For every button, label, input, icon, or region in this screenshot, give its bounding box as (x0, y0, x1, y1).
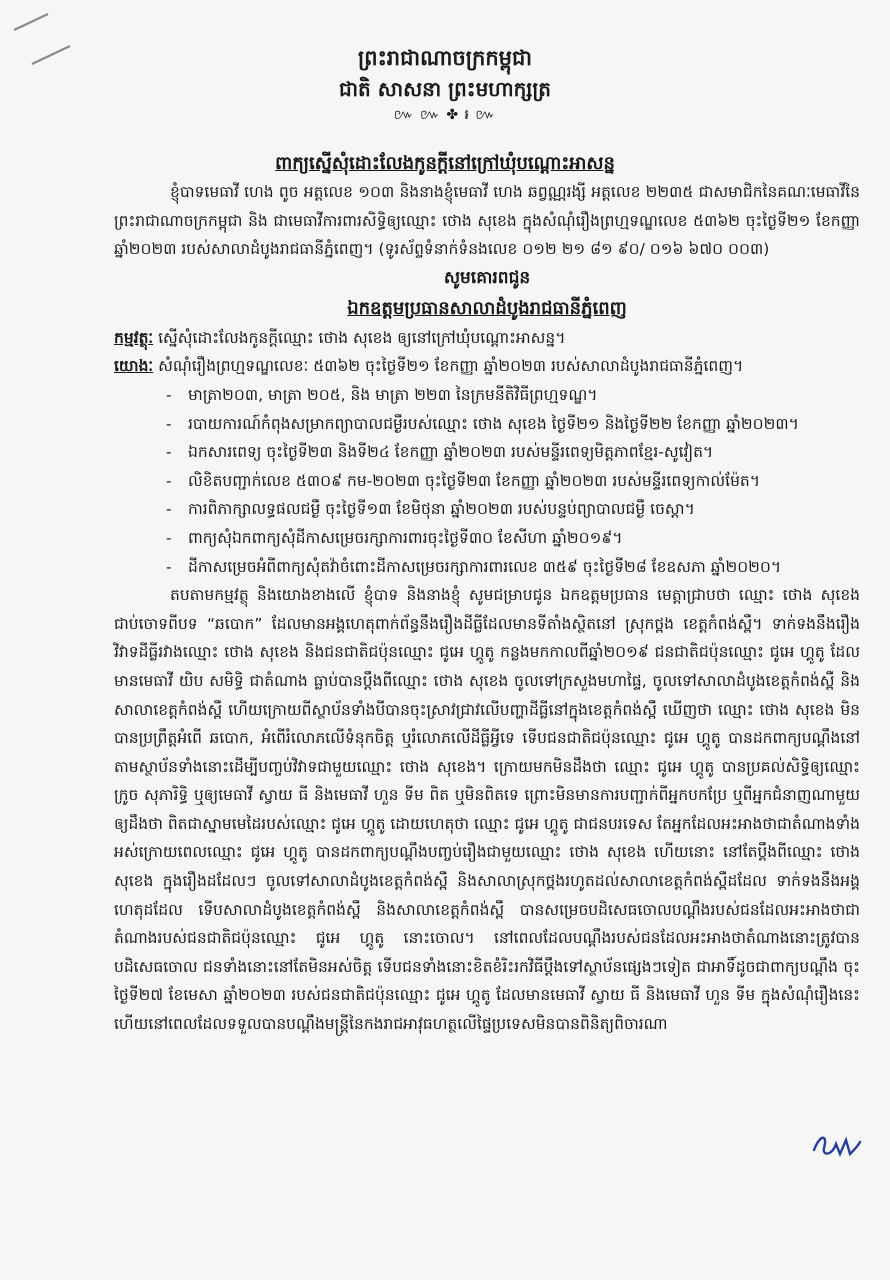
subject-label: កម្មវត្ថុៈ (114, 328, 154, 347)
main-paragraph: តបតាមកម្មវត្ថុ និងយោងខាងលើ ខ្ញុំបាទ និងនាងខ្ញុំ សូមជម្រាបជូន ឯកឧត្តមប្រធាន មេត្តាជ្រាបថា ឈ្មោះ ថោង សុខេង ជាប់ចោទពីបទ “ឆបោក” ដែលមានអង្គហេតុពាក់ព័ន្ធនឹងរឿងដីធ្លីដែលមានទីតាំងស្ថិតនៅ ស្រុកថ្ពង ខេត្តកំពង់ស្ពឺ។ ទាក់ទងនឹងរឿងវិវាទដីធ្លីរវាងឈ្មោះ ថោង សុខេង និងជនជាតិជប៉ុនឈ្មោះ ជូអេ ហ្គូតូ កន្លងមកកាលពីឆ្នាំ២០១៩ ជនជាតិជប៉ុនឈ្មោះ ជូអេ ហ្គូតូ ដែលមានមេធាវី យិប សមិទ្ធិ ជាតំណាង ធ្លាប់បានប្តឹងពីឈ្មោះ ថោង សុខេង ចូលទៅក្រសួងមហាផ្ទៃ, ចូលទៅសាលាដំបូងខេត្តកំពង់ស្ពឺ និងសាលាខេត្តកំពង់ស្ពឺ ហើយក្រោយពីស្ថាប័នទាំងបីបានចុះស្រាវជ្រាវលើបញ្ហាដីធ្លីនៅក្នុងខេត្តកំពង់ស្ពឺ ឃើញថា ឈ្មោះ ថោង សុខេង មិនបានប្រព្រឹត្តអំពើ ឆបោក, អំពើរំលោភលើទំនុកចិត្ត ឬរំលោភលើដីធ្លីអ្វីទេ ទើបជនជាតិជប៉ុនឈ្មោះ ជូអេ ហ្គូតូ បានដកពាក្យបណ្តឹងនៅតាមស្ថាប័នទាំងនោះដើម្បីបញ្ចប់វិវាទជាមួយឈ្មោះ ថោង សុខេង។ ក្រោយមកមិនដឹងថា ឈ្មោះ ជូអេ ហ្គូតូ បានប្រគល់សិទ្ធិឲ្យឈ្មោះ ក្រូច សុភារិទ្ធិ ឬឲ្យមេធាវី ស្វាយ ធី និងមេធាវី ហួន ទីម ពិត ឬមិនពិតទេ ព្រោះមិនមានការបញ្ជាក់ពីអ្នកបកប្រែ ឬពីអ្នកជំនាញណាមួយឲ្យដឹងថា ពិតជាស្នាមមេដៃរបស់ឈ្មោះ ជូអេ ហ្គូតូ ដោយហេតុថា ឈ្មោះ ជូអេ ហ្គូតូ ជាជនបរទេស តែអ្នកដែលអះអាងថាជាតំណាងទាំងអស់ក្រោយពេលឈ្មោះ ជូអេ ហ្គូតូ បានដកពាក្យបណ្តឹងបញ្ចប់រឿងជាមួយឈ្មោះ ថោង សុខេង ហើយនោះ នៅតែប្តឹងពីឈ្មោះ ថោង សុខេង ក្នុងរឿងដដែលៗ ចូលទៅសាលាដំបូងខេត្តកំពង់ស្ពឺ និងសាលាស្រុកថ្ពងរហូតដល់សាលាខេត្តកំពង់ស្ពឺដដែល ទាក់ទងនឹងអង្គហេតុដដែល ទើបសាលាដំបូងខេត្តកំពង់ស្ពឺ និងសាលាខេត្តកំពង់ស្ពឺ បានសម្រេចបដិសេធចោលបណ្តឹងរបស់ជនដែលអះអាងថាជាតំណាងរបស់ជនជាតិជប៉ុនឈ្មោះ ជូអេ ហ្គូតូ នោះចោល។ នៅពេលដែលបណ្តឹងរបស់ជនដែលអះអាងថាតំណាងនោះត្រូវបានបដិសេធចោល ជនទាំងនោះនៅតែមិនអស់ចិត្ត ទើបជនទាំងនោះខិតខំរិះរកវិធីប្តឹងទៅស្ថាប័នផ្សេងៗទៀត ជាអាទិ៍ដូចជាពាក្យបណ្តឹង ចុះថ្ងៃទី២៧ ខែមេសា ឆ្នាំ២០២៣ របស់ជនជាតិជប៉ុនឈ្មោះ ជូអេ ហ្គូតូ ដែលមានមេធាវី ស្វាយ ធី និងមេធាវី ហួន ទីម ក្នុងសំណុំរឿងនេះ ហើយនៅពេលដែលទទួលបានបណ្តឹងមន្ត្រីនៃកងរាជអាវុធហត្ថលើផ្ទៃប្រទេសមិនបានពិនិត្យពិចារណា (114, 586, 861, 1034)
list-item: - ការពិភាក្សាលទ្ធផលជម្ងឺ ចុះថ្ងៃទី១៣ ខែមិថុនា ឆ្នាំ២០២៣ របស់បន្ទប់ព្យាបាលជម្ងឺ ចេស្តា។ (166, 495, 860, 524)
handwritten-initials-icon (810, 1128, 862, 1164)
list-item: - របាយការណ៍កំពុងសម្រាកព្យាបាលជម្ងឺរបស់ឈ្មោះ ថោង សុខេង ថ្ងៃទី២១ និងថ្ងៃទី២២ ខែកញ្ញា ឆ្នាំ២០២៣។ (166, 410, 860, 439)
list-item: - ពាក្យសុំឯកពាក្យសុំដីកាសម្រេចរក្សាការពារចុះថ្ងៃទី៣០ ខែសីហា ឆ្នាំ២០១៩។ (166, 524, 860, 553)
intro-paragraph: ខ្ញុំបាទមេធាវី ហេង ពូច អត្តលេខ ១០៣ និងនាងខ្ញុំមេធាវី ហេង ឆព្វណ្ណរង្សី អត្តលេខ ២២៣៥ ជាសមាជិកនៃគណៈមេធាវីនៃព្រះរាជាណាចក្រកម្ពុជា និង ជាមេធាវីការពារសិទ្ធិឲ្យឈ្មោះ ថោង សុខេង ក្នុងសំណុំរឿងព្រហ្មទណ្ឌលេខ ៥៣៦២ ចុះថ្ងៃទី២១ ខែកញ្ញា ឆ្នាំ២០២៣ របស់សាលាដំបូងរាជធានីភ្នំពេញ។ (ទូរស័ព្ទទំនាក់ទំនងលេខ ០១២ ២១ ៨១ ៩០/ ០១៦ ៦៧០ ០០៣) (114, 183, 860, 259)
ornament-divider: ៚ ៚ ✤ ៛ ៚ (393, 107, 497, 123)
document-body (114, 178, 860, 1039)
subject-text: ស្នើសុំដោះលែងកូនក្តីឈ្មោះ ថោង សុខេង ឲ្យនៅក្រៅឃុំបណ្តោះអាសន្ន។ (153, 328, 566, 347)
reference-list (114, 381, 860, 581)
document-header (0, 42, 890, 126)
list-item: - ដីកាសម្រេចអំពីពាក្យសុំតវ៉ាចំពោះដីកាសម្រេចរក្សាការពារលេខ ៣៥៩ ចុះថ្ងៃទី២៨ ខែឧសភា ឆ្នាំ២០២០។ (166, 553, 860, 582)
kingdom-line: ព្រះរាជាណាចក្រកម្ពុជា (357, 46, 532, 70)
list-item: - លិខិតបញ្ជាក់លេខ ៥៣០៩ កម-២០២៣ ចុះថ្ងៃទី២៣ ខែកញ្ញា ឆ្នាំ២០២៣ របស់មន្ទីរពេទ្យកាល់ម៉ែត។ (166, 467, 860, 496)
greeting-line: សូមគោរពជូន (443, 267, 531, 288)
reference-line (114, 352, 860, 381)
reference-label: យោងៈ (114, 357, 154, 376)
addressee-line: ឯកឧត្តមប្រធានសាលាដំបូងរាជធានីភ្នំពេញ (347, 297, 627, 319)
subject-line (114, 324, 860, 353)
document-title: ពាក្យស្នើសុំដោះលែងកូនក្តីនៅក្រៅឃុំបណ្តោះអាសន្ន (275, 153, 615, 174)
motto-line: ជាតិ សាសនា ព្រះមហាក្សត្រ (339, 77, 551, 101)
reference-text: សំណុំរឿងព្រហ្មទណ្ឌលេខៈ ៥៣៦២ ចុះថ្ងៃទី២១ ខែកញ្ញា ឆ្នាំ២០២៣ របស់សាលាដំបូងរាជធានីភ្នំពេញ។ (153, 357, 744, 376)
list-item: - មាត្រា២០៣, មាត្រា ២០៥, និង មាត្រា ២២៣ នៃក្រមនីតិវិធីព្រហ្មទណ្ឌ។ (166, 381, 860, 410)
list-item: - ឯកសារពេទ្យ ចុះថ្ងៃទី២៣ និងទី២៤ ខែកញ្ញា ឆ្នាំ២០២៣ របស់មន្ទីរពេទ្យមិត្តភាពខ្មែរ-សូវៀត។ (166, 438, 860, 467)
